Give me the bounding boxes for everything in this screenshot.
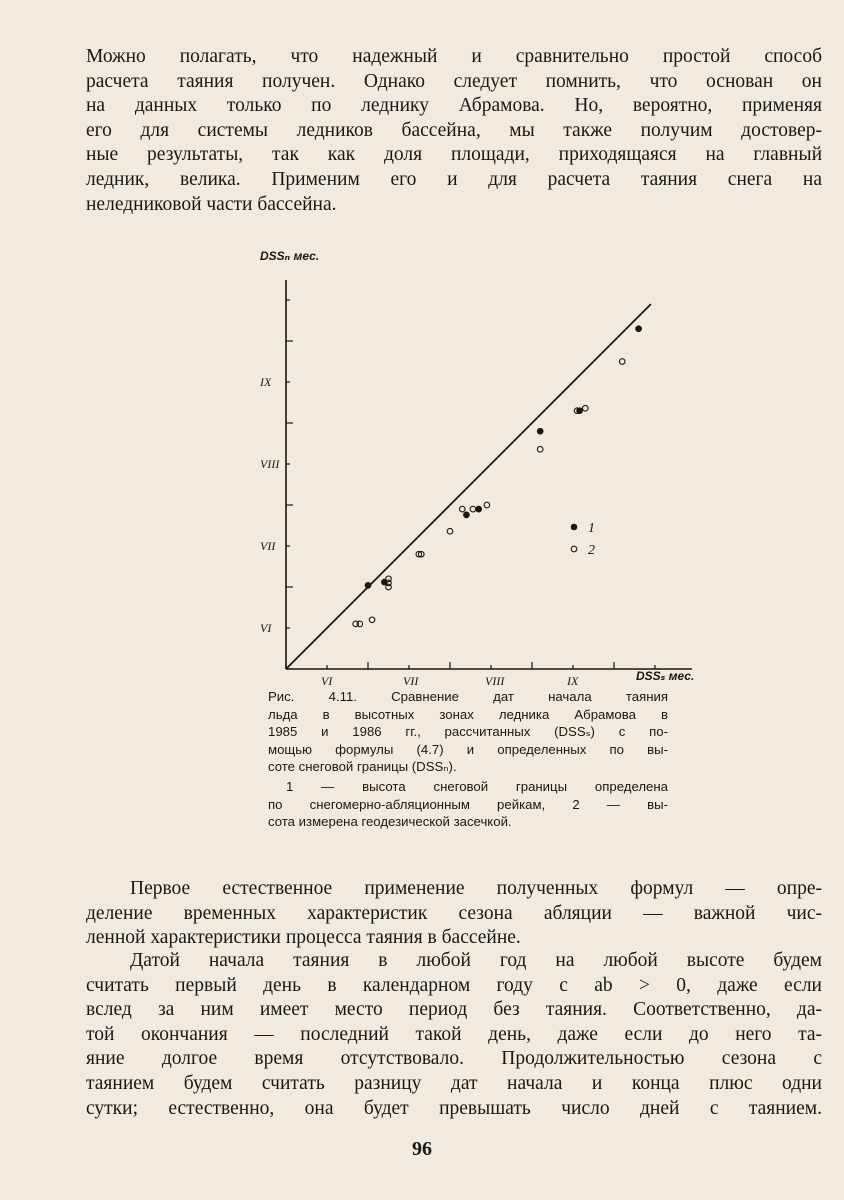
data-point-filled [365, 583, 371, 589]
legend-marker-filled [571, 524, 577, 530]
text-line: ные результаты, так как доля площади, приходящаяся на главный [86, 144, 822, 166]
data-point-open [357, 621, 363, 627]
y-tick-label: VII [260, 539, 276, 553]
text-line: расчета таяния получен. Однако следует помнить, что основан он [86, 70, 822, 92]
text-line: Датой начала таяния в любой год на любой высоте будем [130, 950, 822, 971]
paragraph-3 [86, 949, 822, 1121]
text-line: сутки; естественно, она будет превышать число дней с таянием. [86, 1097, 822, 1119]
x-axis-label: DSSₛ мес. [636, 669, 695, 683]
caption-line: 1985 и 1986 гг., рассчитанных (DSSₛ) с по- [268, 724, 668, 740]
text-line: той окончания — последний такой день, даже если до него та- [86, 1023, 822, 1045]
figure-caption [268, 688, 668, 831]
text-line: его для системы ледников бассейна, мы также получим достовер- [86, 119, 822, 141]
figure-4-11 [250, 240, 720, 690]
reference-line [286, 304, 651, 669]
legend-label-2: 2 [588, 543, 595, 558]
x-tick-label: IX [567, 674, 579, 688]
data-point-filled [464, 512, 470, 518]
text-line: ленной характеристики процесса таяния в бассейне. [86, 927, 521, 949]
legend-label-1: 1 [588, 521, 595, 536]
caption-line: соте снеговой границы (DSSₙ). [268, 759, 457, 775]
text-line: Первое естественное применение полученных формул — опре- [130, 878, 822, 899]
text-line: на данных только по леднику Абрамова. Но, вероятно, применяя [86, 95, 822, 117]
text-line: считать первый день в календарном году с ab > 0, даже если [86, 974, 822, 996]
data-point-open [470, 506, 476, 512]
paragraph-1 [86, 45, 822, 217]
y-tick-label: VI [260, 621, 272, 635]
data-point-open [447, 528, 453, 534]
data-point-open [619, 359, 625, 365]
caption-legend-text [268, 778, 668, 831]
x-tick-label: VII [403, 674, 419, 688]
data-point-open [583, 405, 589, 411]
page-number: 96 [412, 1138, 432, 1160]
data-point-filled [537, 428, 543, 434]
text-line: ледник, велика. Применим его и для расчета таяния снега на [86, 168, 822, 190]
scatter-chart [250, 240, 720, 690]
data-point-open [386, 576, 392, 582]
legend-marker-open [571, 546, 577, 552]
y-tick-label: VIII [260, 457, 280, 471]
data-points [353, 326, 642, 627]
text-line: неледниковой части бассейна. [86, 193, 337, 215]
caption-line: сота измерена геодезической засечкой. [268, 814, 512, 830]
legend [571, 521, 595, 558]
text-line: таянием будем считать разницу дат начала и конца плюс одни [86, 1072, 822, 1094]
text-line: яние долгое время отсутствовало. Продолжительностью сезона с [86, 1048, 822, 1070]
data-point-open [369, 617, 375, 623]
data-point-open [460, 506, 466, 512]
y-tick-label: IX [260, 375, 272, 389]
paragraph-2 [86, 877, 822, 951]
data-point-filled [636, 326, 642, 332]
caption-line: льда в высотных зонах ледника Абрамова в [268, 706, 668, 722]
x-tick-label: VIII [485, 674, 505, 688]
data-point-filled [476, 506, 482, 512]
text-line: вслед за ним имеет место период без таяния. Соответственно, да- [86, 999, 822, 1021]
text-line: Можно полагать, что надежный и сравнительно простой способ [86, 46, 822, 67]
x-tick-label: VI [321, 674, 333, 688]
caption-line: по снегомерно-абляционным рейкам, 2 — вы- [268, 796, 668, 812]
text-line: деление временных характеристик сезона абляции — важной чис- [86, 902, 822, 924]
data-point-open [484, 502, 490, 508]
y-axis-label: DSSₙ мес. [260, 249, 320, 263]
caption-line: мощью формулы (4.7) и определенных по вы- [268, 741, 668, 757]
data-point-open [537, 446, 543, 452]
caption-line: Рис. 4.11. Сравнение дат начала таяния [268, 689, 668, 704]
caption-line: 1 — высота снеговой границы определена [286, 778, 668, 794]
